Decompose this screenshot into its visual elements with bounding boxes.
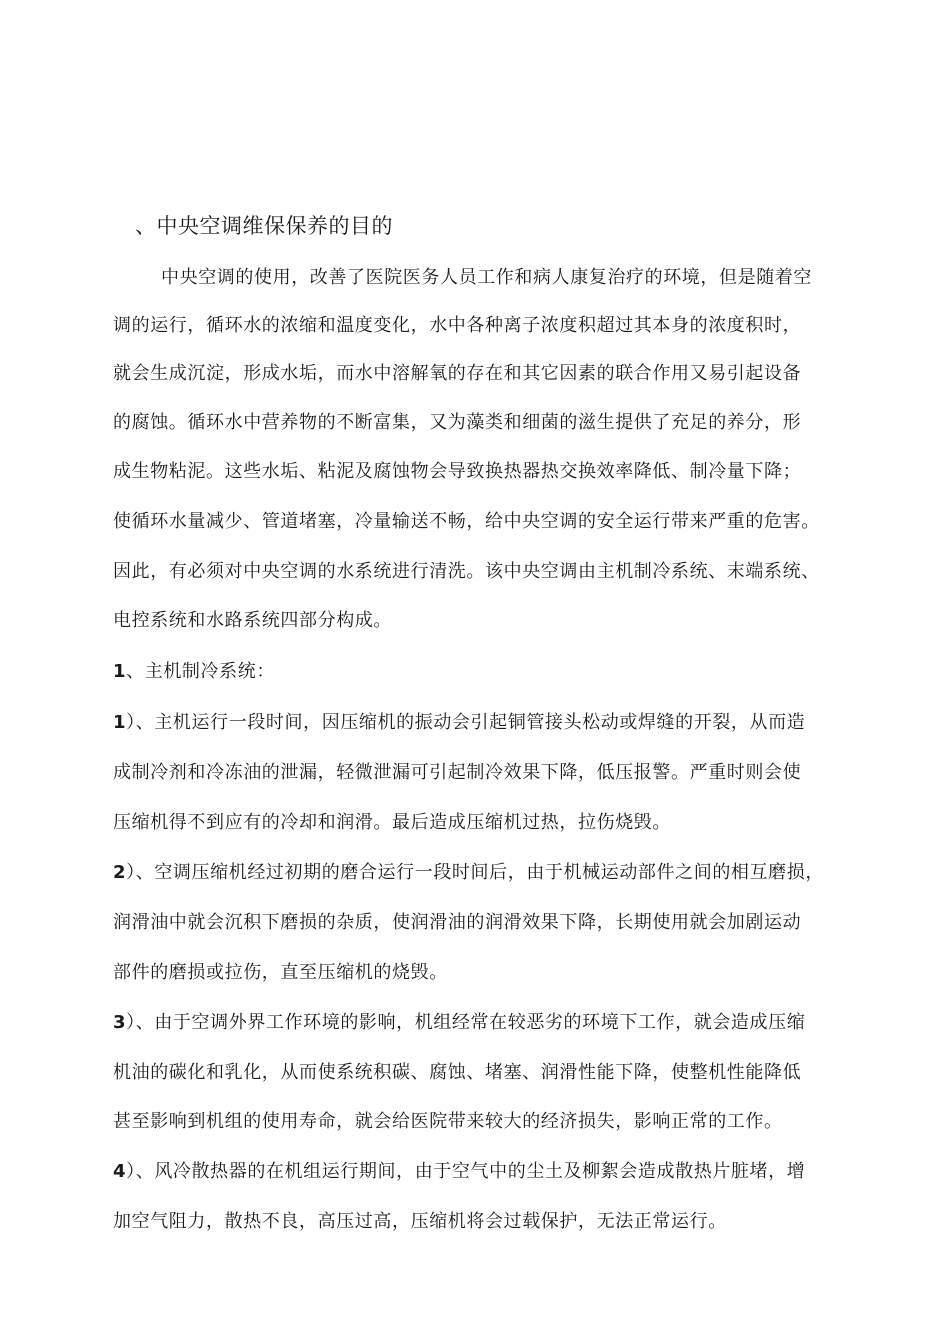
list-item-text: ）、空调压缩机经过初期的磨合运行一段时间后，由于机械运动部件之间的相互磨损， bbox=[126, 862, 824, 883]
paragraph-line: 就会生成沉淀，形成水垢，而水中溶解氧的存在和其它因素的联合作用又易引起设备 bbox=[113, 363, 802, 384]
list-item-number: 3 bbox=[113, 1012, 127, 1033]
list-item-line: 成制冷剂和冷冻油的泄漏，轻微泄漏可引起制冷效果下降，低压报警。严重时则会使 bbox=[113, 762, 802, 783]
list-item-first-line bbox=[113, 708, 805, 734]
paragraph-line: 调的运行，循环水的浓缩和温度变化，水中各种离子浓度积超过其本身的浓度积时， bbox=[113, 315, 802, 336]
section-heading: 、中央空调维保保养的目的 bbox=[135, 214, 393, 238]
list-item-line: 甚至影响到机组的使用寿命，就会给医院带来较大的经济损失，影响正常的工作。 bbox=[113, 1111, 783, 1132]
paragraph-line: 中央空调的使用，改善了医院医务人员工作和病人康复治疗的环境，但是随着空 bbox=[161, 267, 812, 288]
subsection-title: 、主机制冷系统： bbox=[126, 661, 275, 682]
list-item-first-line bbox=[113, 1157, 805, 1183]
list-item-first-line bbox=[113, 858, 824, 884]
list-item-number: 1 bbox=[113, 712, 127, 733]
paragraph-line: 成生物粘泥。这些水垢、粘泥及腐蚀物会导致换热器热交换效率降低、制冷量下降； bbox=[113, 461, 802, 482]
list-item-line: 加空气阻力，散热不良，高压过高，压缩机将会过载保护，无法正常运行。 bbox=[113, 1211, 727, 1232]
paragraph-line: 因此，有必须对中央空调的水系统进行清洗。该中央空调由主机制冷系统、末端系统、 bbox=[113, 561, 820, 582]
subsection-number: 1 bbox=[113, 661, 127, 682]
paragraph-line: 使循环水量减少、管道堵塞，冷量输送不畅，给中央空调的安全运行带来严重的危害。 bbox=[113, 511, 820, 532]
list-item-line: 压缩机得不到应有的冷却和润滑。最后造成压缩机过热，拉伤烧毁。 bbox=[113, 812, 671, 833]
subsection-heading bbox=[113, 657, 275, 683]
list-item-line: 部件的磨损或拉伤，直至压缩机的烧毁。 bbox=[113, 962, 448, 983]
list-item-line: 润滑油中就会沉积下磨损的杂质，使润滑油的润滑效果下降，长期使用就会加剧运动 bbox=[113, 912, 802, 933]
list-item-number: 4 bbox=[113, 1161, 127, 1182]
list-item-text: ）、风冷散热器的在机组运行期间，由于空气中的尘土及柳絮会造成散热片脏堵，增 bbox=[126, 1161, 806, 1182]
list-item-text: ）、主机运行一段时间，因压缩机的振动会引起铜管接头松动或焊缝的开裂，从而造 bbox=[126, 712, 806, 733]
list-item-text: ）、由于空调外界工作环境的影响，机组经常在较恶劣的环境下工作，就会造成压缩 bbox=[126, 1012, 806, 1033]
list-item-first-line bbox=[113, 1008, 805, 1034]
list-item-number: 2 bbox=[113, 862, 127, 883]
list-item-line: 机油的碳化和乳化，从而使系统积碳、腐蚀、堵塞、润滑性能下降，使整机性能降低 bbox=[113, 1062, 802, 1083]
paragraph-line: 的腐蚀。循环水中营养物的不断富集，又为藻类和细菌的滋生提供了充足的养分，形 bbox=[113, 412, 802, 433]
paragraph-line: 电控系统和水路系统四部分构成。 bbox=[113, 610, 392, 631]
